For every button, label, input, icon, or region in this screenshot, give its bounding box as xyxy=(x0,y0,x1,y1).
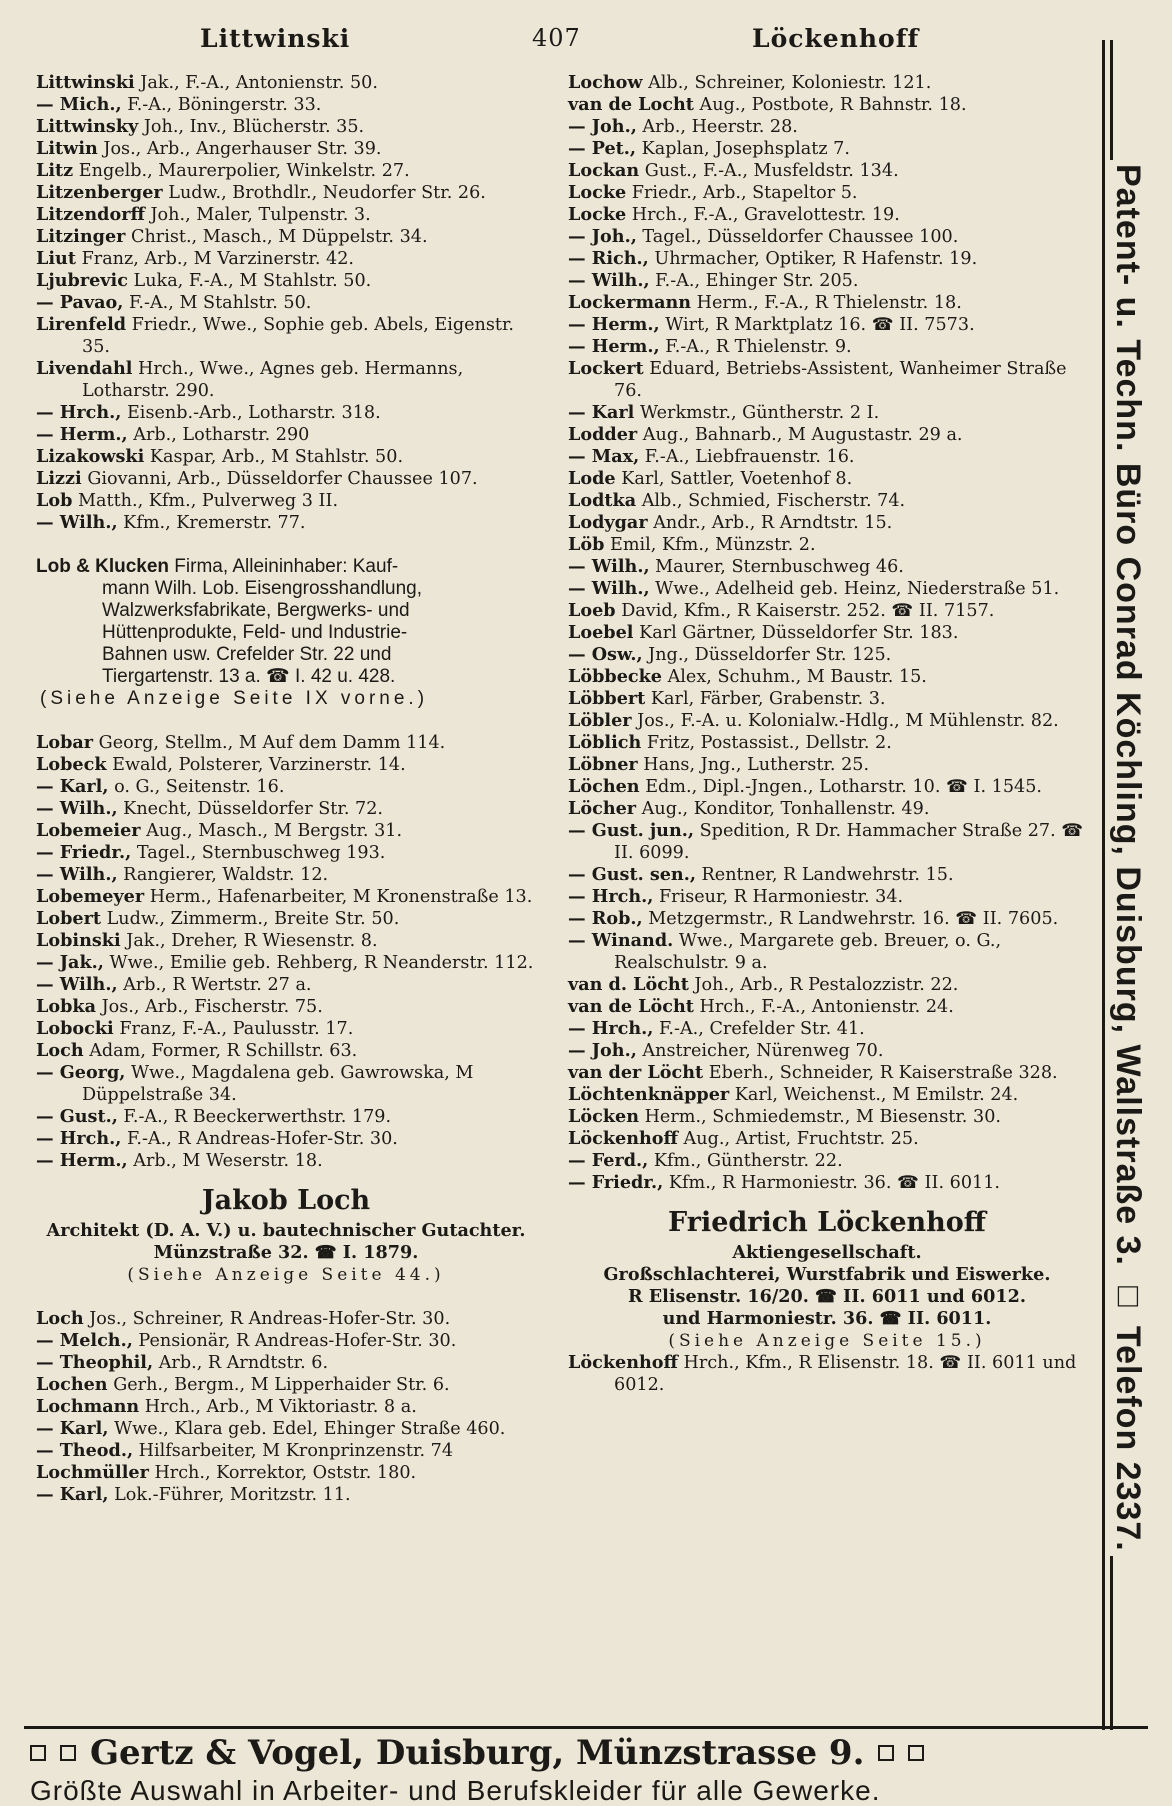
lob-klucken-text: Lob & Klucken Firma, Alleininhaber: Kauf- mann Wilh. Lob. Eisengrosshandlung, Walzwerksfabrikate, Bergwerks- und Hüttenprodukte, Feld- und Industrie- Bahnen usw. Crefelder Str. 22 und Tiergartenstr. 13 a. ☎ I. 42 u. 428. xyxy=(36,556,423,687)
left-entries-2 xyxy=(36,732,536,1172)
entry: Lochen Gerh., Bergm., M Lipperhaider Str. 6. xyxy=(36,1374,450,1395)
entry: Löb Emil, Kfm., Münzstr. 2. xyxy=(568,534,816,555)
entry: van de Locht Aug., Postbote, R Bahnstr. 18. xyxy=(568,94,967,115)
entry: — Hrch., Friseur, R Harmoniestr. 34. xyxy=(568,886,904,907)
entry: Lobocki Franz, F.-A., Paulusstr. 17. xyxy=(36,1018,354,1039)
jakob-loch-name: Jakob Loch xyxy=(201,1185,371,1216)
entry: Loeb David, Kfm., R Kaiserstr. 252. ☎ II. 7157. xyxy=(568,600,995,621)
entry: Löchtenknäpper Karl, Weichenst., M Emilstr. 24. xyxy=(568,1084,1019,1105)
spacer xyxy=(36,534,536,556)
entry: Lockert Eduard, Betriebs-Assistent, Wanheimer Straße 76. xyxy=(568,358,1067,401)
entry: Lirenfeld Friedr., Wwe., Sophie geb. Abels, Eigenstr. 35. xyxy=(36,314,515,357)
entry: — Mich., F.-A., Böningerstr. 33. xyxy=(36,94,322,115)
entry: Lobinski Jak., Dreher, R Wiesenstr. 8. xyxy=(36,930,378,951)
entry: Löbner Hans, Jng., Lutherstr. 25. xyxy=(568,754,870,775)
friedrich-lockenhoff-see-note: (Siehe Anzeige Seite 15.) xyxy=(668,1331,986,1351)
entry: Lode Karl, Sattler, Voetenhof 8. xyxy=(568,468,853,489)
entry: Lobeck Ewald, Polsterer, Varzinerstr. 14. xyxy=(36,754,406,775)
entry: Lockan Gust., F.-A., Musfeldstr. 134. xyxy=(568,160,899,181)
entry: — Georg, Wwe., Magdalena geb. Gawrowska, M Düppelstraße 34. xyxy=(36,1062,474,1105)
left-entries-3 xyxy=(36,1308,536,1506)
entry: Loch Jos., Schreiner, R Andreas-Hofer-Str. 30. xyxy=(36,1308,451,1329)
entry: Lob Matth., Kfm., Pulverweg 3 II. xyxy=(36,490,339,511)
entry: Löchen Edm., Dipl.-Jngen., Lotharstr. 10. ☎ I. 1545. xyxy=(568,776,1043,797)
entry: Lodygar Andr., Arb., R Arndtstr. 15. xyxy=(568,512,893,533)
entry: van d. Löcht Joh., Arb., R Pestalozzistr. 22. xyxy=(568,974,959,995)
entry: Lodder Aug., Bahnarb., M Augustastr. 29 a. xyxy=(568,424,963,445)
entry: — Karl, o. G., Seitenstr. 16. xyxy=(36,776,285,797)
left-column xyxy=(36,72,536,1506)
entry: Litwin Jos., Arb., Angerhauser Str. 39. xyxy=(36,138,382,159)
entry: Loch Adam, Former, R Schillstr. 63. xyxy=(36,1040,358,1061)
entry: Löbler Jos., F.-A. u. Kolonialw.-Hdlg., M Mühlenstr. 82. xyxy=(568,710,1059,731)
entry: — Herm., Wirt, R Marktplatz 16. ☎ II. 7573. xyxy=(568,314,975,335)
left-entries-1 xyxy=(36,72,536,534)
entry: Lobert Ludw., Zimmerm., Breite Str. 50. xyxy=(36,908,400,929)
entry: Litz Engelb., Maurerpolier, Winkelstr. 27. xyxy=(36,160,410,181)
entry: Lochmüller Hrch., Korrektor, Oststr. 180. xyxy=(36,1462,417,1483)
friedrich-lockenhoff-line1: Großschlachterei, Wurstfabrik und Eiswerke. xyxy=(603,1264,1051,1285)
square-ornament-icon xyxy=(878,1745,894,1761)
entry: — Osw., Jng., Düsseldorfer Str. 125. xyxy=(568,644,892,665)
entry: Liut Franz, Arb., M Varzinerstr. 42. xyxy=(36,248,355,269)
entry: Litzendorff Joh., Maler, Tulpenstr. 3. xyxy=(36,204,371,225)
entry: Löcken Herm., Schmiedemstr., M Biesenstr. 30. xyxy=(568,1106,1001,1127)
entry: Lizzi Giovanni, Arb., Düsseldorfer Chaussee 107. xyxy=(36,468,478,489)
entry: van de Löcht Hrch., F.-A., Antonienstr. 24. xyxy=(568,996,954,1017)
entry: — Rob., Metzgermstr., R Landwehrstr. 16. ☎ II. 7605. xyxy=(568,908,1059,929)
entry: — Friedr., Kfm., R Harmoniestr. 36. ☎ II. 6011. xyxy=(568,1172,1000,1193)
entry: — Pet., Kaplan, Josephsplatz 7. xyxy=(568,138,850,159)
entry: Lochow Alb., Schreiner, Koloniestr. 121. xyxy=(568,72,932,93)
entry: — Winand. Wwe., Margarete geb. Breuer, o. G., Realschulstr. 9 a. xyxy=(568,930,1002,973)
entry: — Theod., Hilfsarbeiter, M Kronprinzenstr. 74 xyxy=(36,1440,454,1461)
entry: Lobar Georg, Stellm., M Auf dem Damm 114. xyxy=(36,732,446,753)
entry: — Theophil, Arb., R Arndtstr. 6. xyxy=(36,1352,329,1373)
lob-klucken-ad xyxy=(36,556,536,710)
entry: Litzinger Christ., Masch., M Düppelstr. 34. xyxy=(36,226,428,247)
right-entries-2 xyxy=(568,1352,1086,1396)
side-ad-text: Patent- u. Techn. Büro Conrad Köchling, Duisburg, Wallstraße 3. □ Telefon 2337. xyxy=(1108,160,1147,1556)
entry: — Gust. jun., Spedition, R Dr. Hammacher Straße 27. ☎ II. 6099. xyxy=(568,820,1084,863)
header-left-keyword: Littwinski xyxy=(200,24,351,53)
entry: Littwinsky Joh., Inv., Blücherstr. 35. xyxy=(36,116,365,137)
entry: — Karl, Wwe., Klara geb. Edel, Ehinger Straße 460. xyxy=(36,1418,506,1439)
entry: Löblich Fritz, Postassist., Dellstr. 2. xyxy=(568,732,892,753)
entry: Löbbert Karl, Färber, Grabenstr. 3. xyxy=(568,688,886,709)
entry: Litzenberger Ludw., Brothdlr., Neudorfer Str. 26. xyxy=(36,182,486,203)
entry: — Hrch., Eisenb.-Arb., Lotharstr. 318. xyxy=(36,402,381,423)
entry: Livendahl Hrch., Wwe., Agnes geb. Hermanns, Lotharstr. 290. xyxy=(36,358,464,401)
footer-firm-line: Gertz & Vogel, Duisburg, Münzstrasse 9. xyxy=(90,1733,865,1773)
friedrich-lockenhoff-ad xyxy=(568,1208,1086,1352)
entry: — Karl Werkmstr., Güntherstr. 2 I. xyxy=(568,402,880,423)
entry: van der Löcht Eberh., Schneider, R Kaiserstraße 328. xyxy=(568,1062,1058,1083)
entry: — Wilh., Arb., R Wertstr. 27 a. xyxy=(36,974,312,995)
entry: — Pavao, F.-A., M Stahlstr. 50. xyxy=(36,292,312,313)
entry: — Hrch., F.-A., R Andreas-Hofer-Str. 30. xyxy=(36,1128,398,1149)
friedrich-lockenhoff-line2: R Elisenstr. 16/20. ☎ II. 6011 und 6012. xyxy=(628,1286,1026,1307)
entry: Littwinski Jak., F.-A., Antonienstr. 50. xyxy=(36,72,378,93)
right-entries-1 xyxy=(568,72,1086,1194)
friedrich-lockenhoff-sub: Aktiengesellschaft. xyxy=(732,1242,922,1263)
entry: — Joh., Tagel., Düsseldorfer Chaussee 100. xyxy=(568,226,959,247)
entry: — Ferd., Kfm., Güntherstr. 22. xyxy=(568,1150,843,1171)
entry: Lobemeier Aug., Masch., M Bergstr. 31. xyxy=(36,820,403,841)
entry: — Herm., F.-A., R Thielenstr. 9. xyxy=(568,336,852,357)
lob-klucken-see-note: (Siehe Anzeige Seite IX vorne.) xyxy=(40,688,429,709)
header-right-keyword: Löckenhoff xyxy=(752,24,920,53)
spacer xyxy=(36,1286,536,1308)
square-ornament-icon xyxy=(908,1745,924,1761)
entry: — Wilh., Wwe., Adelheid geb. Heinz, Niederstraße 51. xyxy=(568,578,1060,599)
entry: Lobka Jos., Arb., Fischerstr. 75. xyxy=(36,996,323,1017)
entry: — Wilh., F.-A., Ehinger Str. 205. xyxy=(568,270,859,291)
entry: — Wilh., Kfm., Kremerstr. 77. xyxy=(36,512,306,533)
page-number: 407 xyxy=(532,24,581,52)
side-advertisement xyxy=(1086,40,1172,1730)
friedrich-lockenhoff-line3: und Harmoniestr. 36. ☎ II. 6011. xyxy=(662,1308,992,1329)
entry: — Rich., Uhrmacher, Optiker, R Hafenstr. 19. xyxy=(568,248,978,269)
entry: Lobemeyer Herm., Hafenarbeiter, M Kronenstraße 13. xyxy=(36,886,533,907)
entry: Locke Hrch., F.-A., Gravelottestr. 19. xyxy=(568,204,900,225)
spacer xyxy=(36,710,536,732)
footer-advertisement xyxy=(30,1734,1140,1772)
entry: Lodtka Alb., Schmied, Fischerstr. 74. xyxy=(568,490,906,511)
entry: — Gust. sen., Rentner, R Landwehrstr. 15. xyxy=(568,864,954,885)
entry: Löckenhoff Aug., Artist, Fruchtstr. 25. xyxy=(568,1128,919,1149)
entry: Lochmann Hrch., Arb., M Viktoriastr. 8 a. xyxy=(36,1396,417,1417)
entry: — Melch., Pensionär, R Andreas-Hofer-Str. 30. xyxy=(36,1330,457,1351)
jakob-loch-ad xyxy=(36,1186,536,1286)
footer-slogan: Größte Auswahl in Arbeiter- und Berufskleider für alle Gewerke. xyxy=(30,1775,881,1806)
square-ornament-icon xyxy=(30,1745,46,1761)
entry: — Max, F.-A., Liebfrauenstr. 16. xyxy=(568,446,855,467)
square-ornament-icon xyxy=(60,1745,76,1761)
entry: — Hrch., F.-A., Crefelder Str. 41. xyxy=(568,1018,865,1039)
entry: — Joh., Arb., Heerstr. 28. xyxy=(568,116,798,137)
entry: Löcher Aug., Konditor, Tonhallenstr. 49. xyxy=(568,798,930,819)
entry: Ljubrevic Luka, F.-A., M Stahlstr. 50. xyxy=(36,270,372,291)
jakob-loch-line2: Münzstraße 32. ☎ I. 1879. xyxy=(153,1242,419,1263)
entry: — Friedr., Tagel., Sternbuschweg 193. xyxy=(36,842,386,863)
footer-rule xyxy=(24,1726,1148,1729)
friedrich-lockenhoff-name: Friedrich Löckenhoff xyxy=(668,1207,986,1238)
entry: — Wilh., Rangierer, Waldstr. 12. xyxy=(36,864,329,885)
right-column xyxy=(568,72,1086,1396)
entry: — Wilh., Knecht, Düsseldorfer Str. 72. xyxy=(36,798,383,819)
entry: Locke Friedr., Arb., Stapeltor 5. xyxy=(568,182,858,203)
entry: — Gust., F.-A., R Beeckerwerthstr. 179. xyxy=(36,1106,392,1127)
entry: Löbbecke Alex, Schuhm., M Baustr. 15. xyxy=(568,666,927,687)
entry: — Joh., Anstreicher, Nürenweg 70. xyxy=(568,1040,884,1061)
entry: Lizakowski Kaspar, Arb., M Stahlstr. 50. xyxy=(36,446,404,467)
entry: — Karl, Lok.-Führer, Moritzstr. 11. xyxy=(36,1484,351,1505)
entry: — Jak., Wwe., Emilie geb. Rehberg, R Neanderstr. 112. xyxy=(36,952,534,973)
entry: Lockermann Herm., F.-A., R Thielenstr. 18. xyxy=(568,292,962,313)
entry: — Wilh., Maurer, Sternbuschweg 46. xyxy=(568,556,904,577)
entry: — Herm., Arb., M Weserstr. 18. xyxy=(36,1150,323,1171)
entry: Löckenhoff Hrch., Kfm., R Elisenstr. 18. ☎ II. 6011 und 6012. xyxy=(568,1352,1077,1395)
entry: — Herm., Arb., Lotharstr. 290 xyxy=(36,424,310,445)
entry: Loebel Karl Gärtner, Düsseldorfer Str. 183. xyxy=(568,622,959,643)
jakob-loch-line1: Architekt (D. A. V.) u. bautechnischer Gutachter. xyxy=(46,1220,526,1241)
jakob-loch-see-note: (Siehe Anzeige Seite 44.) xyxy=(127,1265,445,1285)
